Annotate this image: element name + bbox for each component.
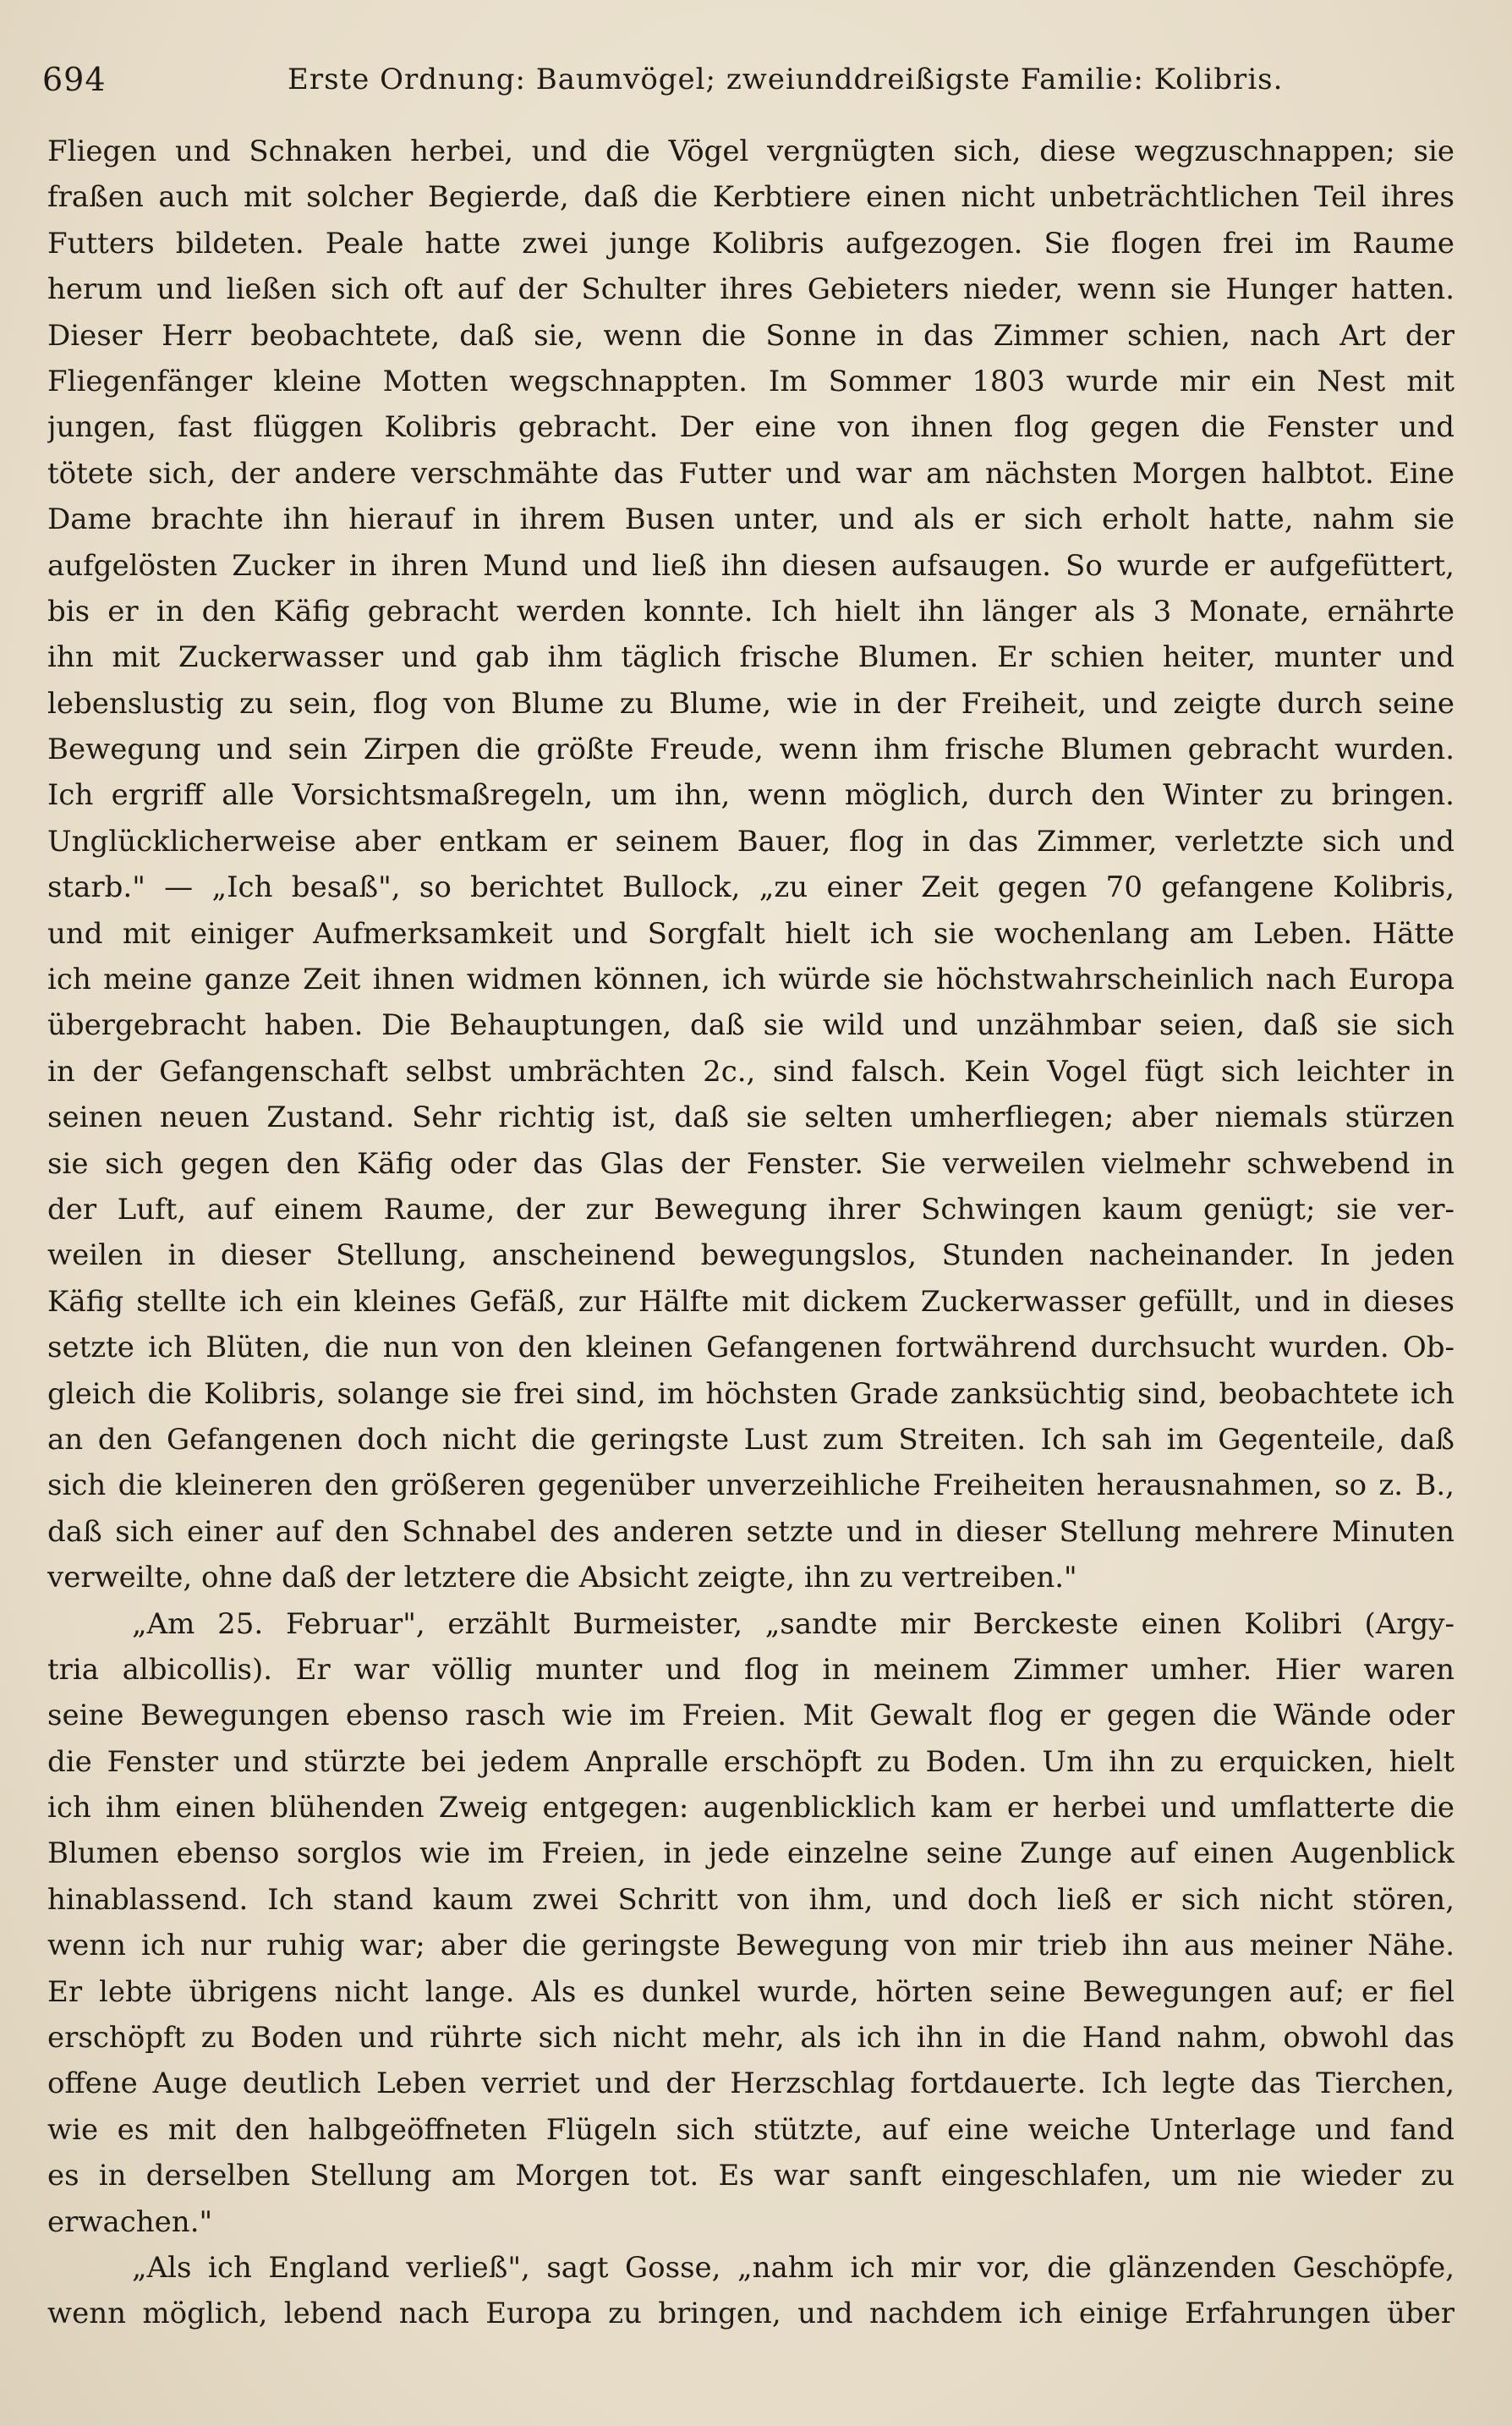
text-line: Blumen ebenso sorglos wie im Freien, in jede einzelne seine Zunge auf einen Augenblick	[47, 1836, 1454, 1871]
text-line: Fliegenfänger kleine Motten wegschnappten. Im Sommer 1803 wurde mir ein Nest mit	[47, 364, 1454, 398]
page-number: 694	[42, 61, 107, 98]
text-line: Dieser Herr beobachtete, daß sie, wenn die Sonne in das Zimmer schien, nach Art der	[47, 318, 1454, 353]
text-line: Unglücklicherweise aber entkam er seinem Bauer, flog in das Zimmer, verletzte sich und	[47, 824, 1454, 859]
text-line: aufgelösten Zucker in ihren Mund und ließ ihn diesen aufsaugen. So wurde er aufgefüttert,	[47, 548, 1454, 583]
running-head: Erste Ordnung: Baumvögel; zweiunddreißigste Familie: Kolibris.	[288, 63, 1284, 96]
text-line: wenn ich nur ruhig war; aber die geringste Bewegung von mir trieb ihn aus meiner Nähe.	[47, 1929, 1454, 1963]
text-line: übergebracht haben. Die Behauptungen, daß sie wild und unzähmbar seien, daß sie sich	[47, 1008, 1454, 1043]
paragraph-2	[47, 1601, 1454, 2245]
text-line: an den Gefangenen doch nicht die geringste Lust zum Streiten. Ich sah im Gegenteile, daß	[47, 1422, 1454, 1457]
text-line: daß sich einer auf den Schnabel des anderen setzte und in dieser Stellung mehrere Minuten	[47, 1514, 1454, 1549]
text-line: weilen in dieser Stellung, anscheinend bewegungslos, Stunden nacheinander. In jeden	[47, 1238, 1454, 1273]
text-line: bis er in den Käfig gebracht werden konnte. Ich hielt ihn länger als 3 Monate, ernährte	[47, 594, 1454, 628]
text-line: sich die kleineren den größeren gegenüber unverzeihliche Freiheiten herausnahmen, so z. B.,	[47, 1468, 1454, 1503]
text-line: es in derselben Stellung am Morgen tot. Es war sanft eingeschlafen, um nie wieder zu	[47, 2159, 1454, 2193]
text-line: fraßen auch mit solcher Begierde, daß die Kerbtiere einen nicht unbeträchtlichen Teil ihres	[47, 180, 1454, 215]
text-line: „Am 25. Februar", erzählt Burmeister, „sandte mir Berckeste einen Kolibri (Argy-	[132, 1606, 1454, 1641]
text-line: tötete sich, der andere verschmähte das Futter und war am nächsten Morgen halbtot. Eine	[47, 456, 1454, 491]
text-line: sie sich gegen den Käfig oder das Glas der Fenster. Sie verweilen vielmehr schwebend in	[47, 1146, 1454, 1181]
text-line: ich meine ganze Zeit ihnen widmen können, ich würde sie höchstwahrscheinlich nach Europa	[47, 963, 1454, 997]
text-line: die Fenster und stürzte bei jedem Anpralle erschöpft zu Boden. Um ihn zu erquicken, hielt	[47, 1744, 1454, 1779]
text-line: erschöpft zu Boden und rührte sich nicht mehr, als ich ihn in die Hand nahm, obwohl das	[47, 2021, 1454, 2056]
text-line: setzte ich Blüten, die nun von den kleinen Gefangenen fortwährend durchsucht wurden. Ob-	[47, 1331, 1454, 1365]
text-line: offene Auge deutlich Leben verriet und der Herzschlag fortdauerte. Ich legte das Tierchen,	[47, 2066, 1454, 2101]
text-line: Dame brachte ihn hierauf in ihrem Busen unter, und als er sich erholt hatte, nahm sie	[47, 502, 1454, 537]
text-line: Futters bildeten. Peale hatte zwei junge Kolibris aufgezogen. Sie flogen frei im Raume	[47, 226, 1454, 261]
text-line: verweilte, ohne daß der letztere die Absicht zeigte, ihn zu vertreiben."	[47, 1561, 1077, 1595]
text-line: Bewegung und sein Zirpen die größte Freude, wenn ihm frische Blumen gebracht wurden.	[47, 733, 1454, 767]
text-line: wenn möglich, lebend nach Europa zu bringen, und nachdem ich einige Erfahrungen über	[47, 2297, 1454, 2331]
text-line: erwachen."	[47, 2204, 213, 2239]
body-text	[47, 129, 1454, 2337]
text-line: lebenslustig zu sein, flog von Blume zu Blume, wie in der Freiheit, und zeigte durch seine	[47, 686, 1454, 721]
page-header	[42, 61, 1470, 112]
text-line: hinablassend. Ich stand kaum zwei Schritt von ihm, und doch ließ er sich nicht stören,	[47, 1882, 1454, 1917]
text-line: ich ihm einen blühenden Zweig entgegen: augenblicklich kam er herbei und umflatterte die	[47, 1791, 1454, 1825]
text-line: der Luft, auf einem Raume, der zur Bewegung ihrer Schwingen kaum genügt; sie ver-	[47, 1192, 1454, 1227]
text-line: gleich die Kolibris, solange sie frei sind, im höchsten Grade zanksüchtig sind, beobachtete ich	[47, 1376, 1454, 1411]
text-line: Fliegen und Schnaken herbei, und die Vögel vergnügten sich, diese wegzuschnappen; sie	[47, 134, 1454, 168]
text-line: seinen neuen Zustand. Sehr richtig ist, daß sie selten umherfliegen; aber niemals stürzen	[47, 1100, 1454, 1135]
text-line: Ich ergriff alle Vorsichtsmaßregeln, um ihn, wenn möglich, durch den Winter zu bringen.	[47, 778, 1454, 813]
text-line: tria albicollis). Er war völlig munter und flog in meinem Zimmer umher. Hier waren	[47, 1652, 1454, 1687]
text-line: Käfig stellte ich ein kleines Gefäß, zur Hälfte mit dickem Zuckerwasser gefüllt, und in dieses	[47, 1284, 1454, 1319]
paragraph-3	[47, 2245, 1454, 2337]
text-line: herum und ließen sich oft auf der Schulter ihres Gebieters nieder, wenn sie Hunger hatten.	[47, 272, 1454, 307]
text-line: und mit einiger Aufmerksamkeit und Sorgfalt hielt ich sie wochenlang am Leben. Hätte	[47, 916, 1454, 951]
paragraph-1	[47, 129, 1454, 1601]
text-line: seine Bewegungen ebenso rasch wie im Freien. Mit Gewalt flog er gegen die Wände oder	[47, 1699, 1454, 1733]
text-line: wie es mit den halbgeöffneten Flügeln sich stützte, auf eine weiche Unterlage und fand	[47, 2112, 1454, 2147]
text-line: in der Gefangenschaft selbst umbrächten 2c., sind falsch. Kein Vogel fügt sich leichter in	[47, 1054, 1454, 1089]
text-line: ihn mit Zuckerwasser und gab ihm täglich frische Blumen. Er schien heiter, munter und	[47, 640, 1454, 675]
text-line: jungen, fast flüggen Kolibris gebracht. Der eine von ihnen flog gegen die Fenster und	[47, 410, 1454, 445]
text-line: Er lebte übrigens nicht lange. Als es dunkel wurde, hörten seine Bewegungen auf; er fiel	[47, 1974, 1454, 2009]
text-line: „Als ich England verließ", sagt Gosse, „nahm ich mir vor, die glänzenden Geschöpfe,	[132, 2250, 1454, 2285]
text-line: starb." — „Ich besaß", so berichtet Bullock, „zu einer Zeit gegen 70 gefangene Kolibris,	[47, 870, 1454, 905]
